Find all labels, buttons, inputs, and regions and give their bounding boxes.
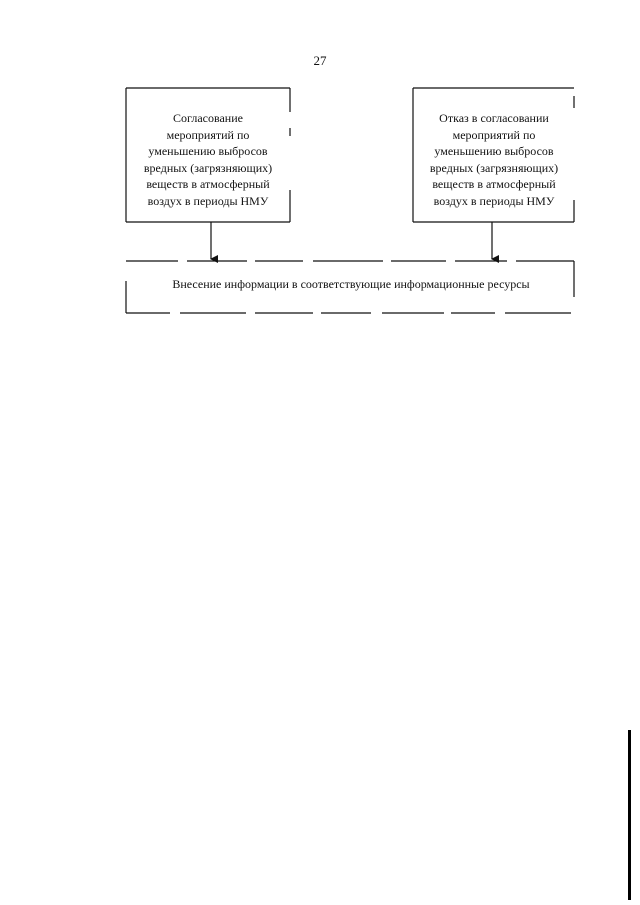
box-right-line: вредных (загрязняющих) <box>429 160 559 175</box>
scan-margin-bar <box>628 730 631 900</box>
box-left-line: вредных (загрязняющих) <box>143 160 273 175</box>
box-right-line: Отказ в согласовании <box>439 111 549 125</box>
box-left-label <box>130 110 286 209</box>
box-right-label <box>416 110 572 209</box>
box-left-line: Согласование <box>173 111 243 125</box>
box-right-line: воздух в периоды НМУ <box>433 193 555 208</box>
box-left-line: воздух в периоды НМУ <box>147 193 269 208</box>
box-left-line: мероприятий по <box>166 127 250 142</box>
box-left-line: уменьшению выбросов <box>148 144 268 158</box>
box-bottom-label: Внесение информации в соответствующие информационные ресурсы <box>172 277 530 291</box>
box-right-line: уменьшению выбросов <box>434 144 554 158</box>
page-number: 27 <box>313 53 327 68</box>
box-left-line: веществ в атмосферный <box>146 177 270 191</box>
box-right-line: мероприятий по <box>452 127 536 142</box>
box-right-line: веществ в атмосферный <box>432 177 556 191</box>
